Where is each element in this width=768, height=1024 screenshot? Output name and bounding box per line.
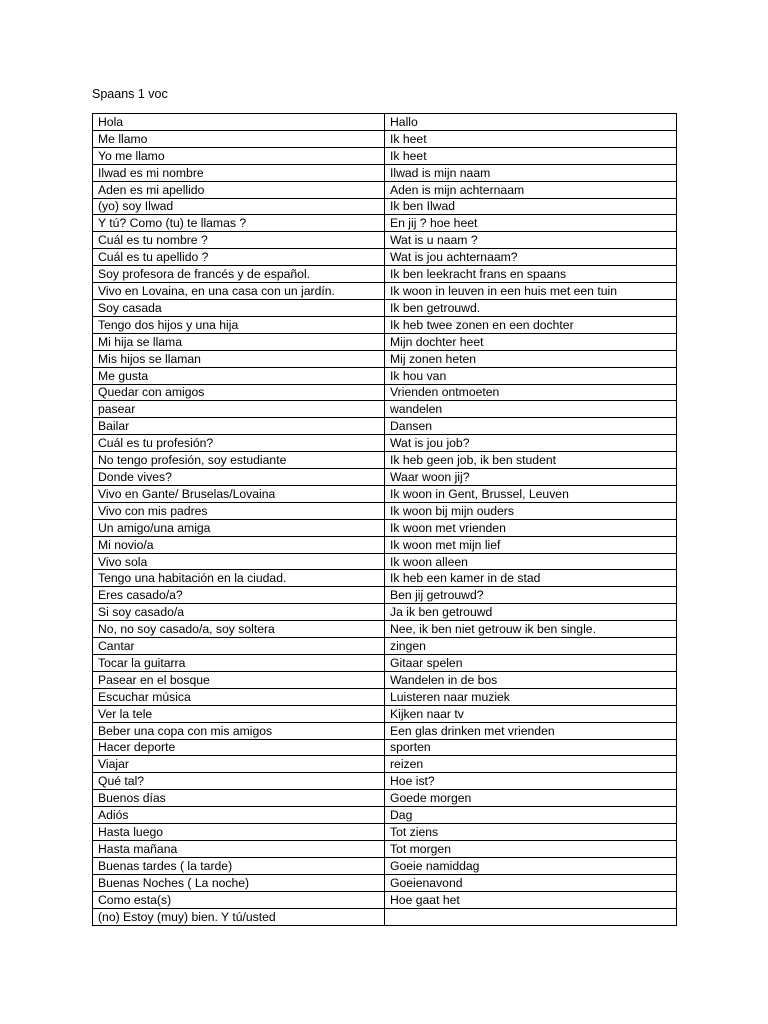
spanish-phrase-cell: Cuál es tu profesión? [93, 435, 385, 452]
dutch-translation-cell: Ik heb een kamer in de stad [385, 570, 677, 587]
spanish-phrase-cell: Vivo sola [93, 553, 385, 570]
spanish-phrase-cell: Si soy casado/a [93, 604, 385, 621]
table-row [93, 418, 677, 435]
spanish-phrase-cell: Quedar con amigos [93, 384, 385, 401]
table-row [93, 299, 677, 316]
spanish-phrase-cell: Yo me llamo [93, 147, 385, 164]
table-row [93, 655, 677, 672]
dutch-translation-cell: Tot morgen [385, 840, 677, 857]
dutch-translation-cell: Ik woon met mijn lief [385, 536, 677, 553]
spanish-phrase-cell: Soy profesora de francés y de español. [93, 266, 385, 283]
table-row [93, 249, 677, 266]
table-row [93, 333, 677, 350]
table-row [93, 232, 677, 249]
dutch-translation-cell: Kijken naar tv [385, 705, 677, 722]
spanish-phrase-cell: Como esta(s) [93, 891, 385, 908]
document-title: Spaans 1 voc [92, 87, 168, 101]
dutch-translation-cell: sporten [385, 739, 677, 756]
dutch-translation-cell: Goeie namiddag [385, 857, 677, 874]
dutch-translation-cell: Dansen [385, 418, 677, 435]
dutch-translation-cell: Goede morgen [385, 790, 677, 807]
spanish-phrase-cell: Donde vives? [93, 469, 385, 486]
table-row [93, 215, 677, 232]
table-row [93, 485, 677, 502]
spanish-phrase-cell: Viajar [93, 756, 385, 773]
dutch-translation-cell: Nee, ik ben niet getrouw ik ben single. [385, 621, 677, 638]
dutch-translation-cell: reizen [385, 756, 677, 773]
table-row [93, 807, 677, 824]
table-row [93, 536, 677, 553]
dutch-translation-cell: Een glas drinken met vrienden [385, 722, 677, 739]
spanish-phrase-cell: Cuál es tu nombre ? [93, 232, 385, 249]
spanish-phrase-cell: Ilwad es mi nombre [93, 164, 385, 181]
spanish-phrase-cell: Me gusta [93, 367, 385, 384]
spanish-phrase-cell: Ver la tele [93, 705, 385, 722]
table-row [93, 773, 677, 790]
dutch-translation-cell: Hallo [385, 114, 677, 131]
table-row [93, 469, 677, 486]
table-row [93, 891, 677, 908]
dutch-translation-cell: Ik heet [385, 130, 677, 147]
dutch-translation-cell: Luisteren naar muziek [385, 688, 677, 705]
table-row [93, 840, 677, 857]
table-row [93, 638, 677, 655]
spanish-phrase-cell: Y tú? Como (tu) te llamas ? [93, 215, 385, 232]
table-row [93, 604, 677, 621]
table-row [93, 147, 677, 164]
dutch-translation-cell: Hoe ist? [385, 773, 677, 790]
table-row [93, 502, 677, 519]
spanish-phrase-cell: Tengo dos hijos y una hija [93, 316, 385, 333]
spanish-phrase-cell: Mi hija se llama [93, 333, 385, 350]
table-row [93, 553, 677, 570]
table-row [93, 198, 677, 215]
dutch-translation-cell: Waar woon jij? [385, 469, 677, 486]
table-row [93, 908, 677, 925]
table-row [93, 756, 677, 773]
table-row [93, 181, 677, 198]
table-row [93, 824, 677, 841]
vocabulary-table [92, 113, 677, 926]
spanish-phrase-cell: Bailar [93, 418, 385, 435]
dutch-translation-cell: Ben jij getrouwd? [385, 587, 677, 604]
dutch-translation-cell: Wat is jou achternaam? [385, 249, 677, 266]
table-row [93, 722, 677, 739]
dutch-translation-cell: Hoe gaat het [385, 891, 677, 908]
dutch-translation-cell: Gitaar spelen [385, 655, 677, 672]
dutch-translation-cell: Ik woon in leuven in een huis met een tuin [385, 283, 677, 300]
spanish-phrase-cell: Un amigo/una amiga [93, 519, 385, 536]
dutch-translation-cell: zingen [385, 638, 677, 655]
table-row [93, 587, 677, 604]
spanish-phrase-cell: Vivo en Lovaina, en una casa con un jardín. [93, 283, 385, 300]
spanish-phrase-cell: pasear [93, 401, 385, 418]
spanish-phrase-cell: Vivo con mis padres [93, 502, 385, 519]
dutch-translation-cell: Mijn dochter heet [385, 333, 677, 350]
table-row [93, 384, 677, 401]
dutch-translation-cell: En jij ? hoe heet [385, 215, 677, 232]
spanish-phrase-cell: (no) Estoy (muy) bien. Y tú/usted [93, 908, 385, 925]
table-row [93, 164, 677, 181]
spanish-phrase-cell: Cantar [93, 638, 385, 655]
dutch-translation-cell: Goeienavond [385, 874, 677, 891]
dutch-translation-cell: Ik woon alleen [385, 553, 677, 570]
spanish-phrase-cell: No tengo profesión, soy estudiante [93, 452, 385, 469]
spanish-phrase-cell: Soy casada [93, 299, 385, 316]
dutch-translation-cell: Mij zonen heten [385, 350, 677, 367]
spanish-phrase-cell: Hacer deporte [93, 739, 385, 756]
spanish-phrase-cell: Me llamo [93, 130, 385, 147]
spanish-phrase-cell: Eres casado/a? [93, 587, 385, 604]
table-row [93, 452, 677, 469]
spanish-phrase-cell: Tengo una habitación en la ciudad. [93, 570, 385, 587]
spanish-phrase-cell: Buenas Noches ( La noche) [93, 874, 385, 891]
spanish-phrase-cell: Adiós [93, 807, 385, 824]
spanish-phrase-cell: Cuál es tu apellido ? [93, 249, 385, 266]
table-row [93, 401, 677, 418]
spanish-phrase-cell: Pasear en el bosque [93, 671, 385, 688]
dutch-translation-cell: Wat is u naam ? [385, 232, 677, 249]
dutch-translation-cell: Wandelen in de bos [385, 671, 677, 688]
dutch-translation-cell: Ik woon met vrienden [385, 519, 677, 536]
spanish-phrase-cell: Qué tal? [93, 773, 385, 790]
dutch-translation-cell [385, 908, 677, 925]
spanish-phrase-cell: (yo) soy Ilwad [93, 198, 385, 215]
table-row [93, 266, 677, 283]
spanish-phrase-cell: Beber una copa con mis amigos [93, 722, 385, 739]
spanish-phrase-cell: Vivo en Gante/ Bruselas/Lovaina [93, 485, 385, 502]
dutch-translation-cell: Ik ben Ilwad [385, 198, 677, 215]
dutch-translation-cell: Ik hou van [385, 367, 677, 384]
dutch-translation-cell: Ik woon in Gent, Brussel, Leuven [385, 485, 677, 502]
dutch-translation-cell: Tot ziens [385, 824, 677, 841]
table-row [93, 874, 677, 891]
spanish-phrase-cell: No, no soy casado/a, soy soltera [93, 621, 385, 638]
dutch-translation-cell: Ik heb twee zonen en een dochter [385, 316, 677, 333]
dutch-translation-cell: Ja ik ben getrouwd [385, 604, 677, 621]
dutch-translation-cell: Dag [385, 807, 677, 824]
table-row [93, 435, 677, 452]
dutch-translation-cell: Ik woon bij mijn ouders [385, 502, 677, 519]
spanish-phrase-cell: Aden es mi apellido [93, 181, 385, 198]
dutch-translation-cell: Ik ben getrouwd. [385, 299, 677, 316]
spanish-phrase-cell: Hasta luego [93, 824, 385, 841]
spanish-phrase-cell: Mis hijos se llaman [93, 350, 385, 367]
spanish-phrase-cell: Buenos días [93, 790, 385, 807]
dutch-translation-cell: Ik heet [385, 147, 677, 164]
spanish-phrase-cell: Mi novio/a [93, 536, 385, 553]
table-row [93, 671, 677, 688]
table-row [93, 790, 677, 807]
table-row [93, 739, 677, 756]
table-row [93, 283, 677, 300]
table-row [93, 621, 677, 638]
table-row [93, 367, 677, 384]
dutch-translation-cell: Vrienden ontmoeten [385, 384, 677, 401]
spanish-phrase-cell: Hasta mañana [93, 840, 385, 857]
table-row [93, 350, 677, 367]
table-row [93, 857, 677, 874]
spanish-phrase-cell: Buenas tardes ( la tarde) [93, 857, 385, 874]
spanish-phrase-cell: Escuchar música [93, 688, 385, 705]
vocabulary-table-body [93, 114, 677, 926]
dutch-translation-cell: Ilwad is mijn naam [385, 164, 677, 181]
table-row [93, 114, 677, 131]
table-row [93, 705, 677, 722]
table-row [93, 316, 677, 333]
spanish-phrase-cell: Hola [93, 114, 385, 131]
table-row [93, 130, 677, 147]
dutch-translation-cell: Ik ben leekracht frans en spaans [385, 266, 677, 283]
table-row [93, 519, 677, 536]
dutch-translation-cell: Wat is jou job? [385, 435, 677, 452]
dutch-translation-cell: Ik heb geen job, ik ben student [385, 452, 677, 469]
table-row [93, 570, 677, 587]
dutch-translation-cell: wandelen [385, 401, 677, 418]
table-row [93, 688, 677, 705]
spanish-phrase-cell: Tocar la guitarra [93, 655, 385, 672]
dutch-translation-cell: Aden is mijn achternaam [385, 181, 677, 198]
